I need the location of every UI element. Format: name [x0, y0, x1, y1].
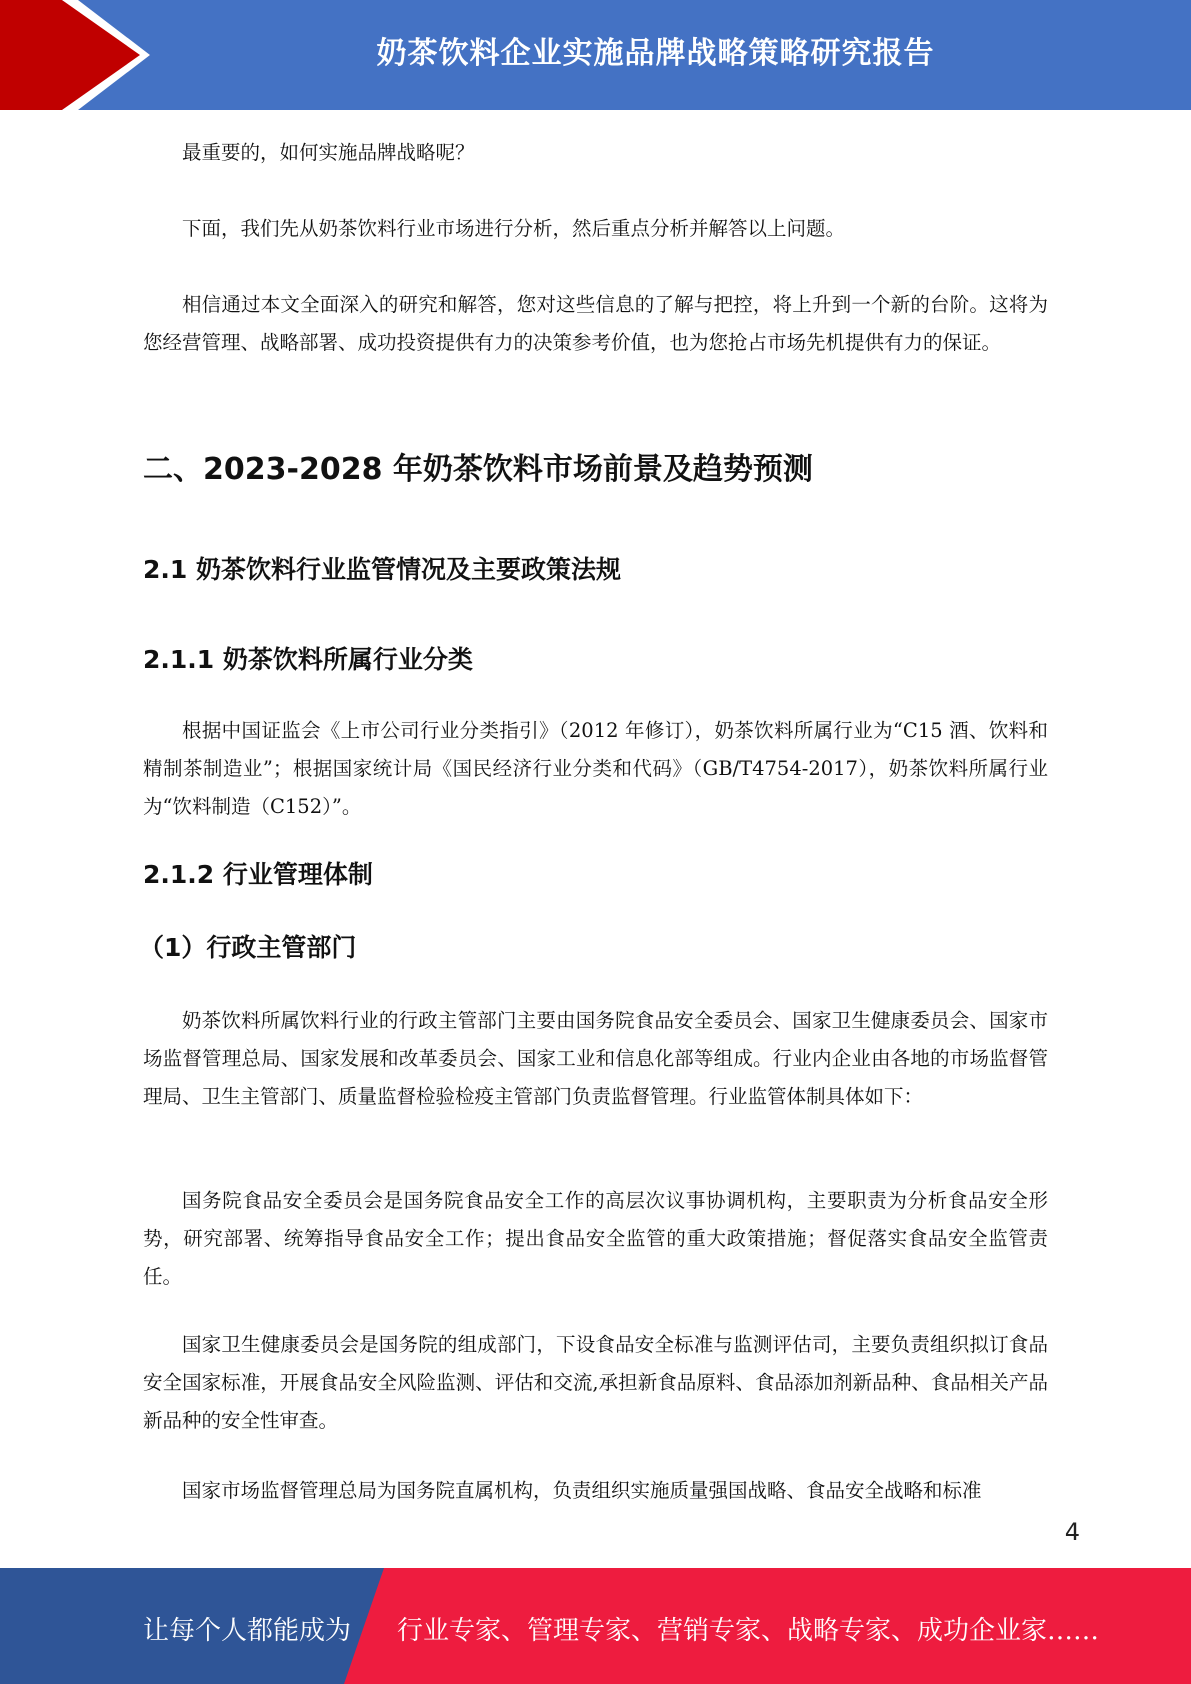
footer-banner	[0, 1568, 1191, 1684]
footer-slogan-right: 行业专家、管理专家、营销专家、战略专家、成功企业家……	[397, 1616, 1100, 1646]
header-banner	[0, 0, 1191, 110]
page-number: 4	[1064, 1518, 1080, 1546]
section-title-administrative-departments: （1）行政主管部门	[139, 933, 357, 962]
paragraph-industry-classification: 根据中国证监会《上市公司行业分类指引》（2012 年修订），奶茶饮料所属行业为“C15 酒、饮料和精制茶制造业”；根据国家统计局《国民经济行业分类和代码》（GB/T4754-2017），奶茶饮料所属行业为“饮料制造（C152）”。	[143, 719, 1048, 818]
section-title-management-system: 2.1.2 行业管理体制	[143, 860, 373, 889]
report-title: 奶茶饮料企业实施品牌战略策略研究报告	[376, 36, 935, 71]
footer-slogan-left: 让每个人都能成为	[143, 1616, 352, 1646]
paragraph-research-value: 相信通过本文全面深入的研究和解答，您对这些信息的了解与把控，将上升到一个新的台阶。这将为您经营管理、战略部署、成功投资提供有力的决策参考价值，也为您抢占市场先机提供有力的保证。	[143, 293, 1048, 354]
section-title-regulation: 2.1 奶茶饮料行业监管情况及主要政策法规	[143, 555, 621, 584]
paragraph-health-commission: 国家卫生健康委员会是国务院的组成部门，下设食品安全标准与监测评估司，主要负责组织拟订食品安全国家标准，开展食品安全风险监测、评估和交流,承担新食品原料、食品添加剂新品种、食品相关产品新品种的安全性审查。	[143, 1333, 1048, 1432]
paragraph-analysis-intro: 下面，我们先从奶茶饮料行业市场进行分析，然后重点分析并解答以上问题。	[182, 217, 846, 240]
paragraph-food-safety-committee: 国务院食品安全委员会是国务院食品安全工作的高层次议事协调机构，主要职责为分析食品安全形势，研究部署、统筹指导食品安全工作；提出食品安全监管的重大政策措施；督促落实食品安全监管责任。	[143, 1189, 1048, 1288]
paragraph-market-regulation: 国家市场监督管理总局为国务院直属机构，负责组织实施质量强国战略、食品安全战略和标准	[182, 1479, 982, 1502]
paragraph-administrative-departments: 奶茶饮料所属饮料行业的行政主管部门主要由国务院食品安全委员会、国家卫生健康委员会、国家市场监督管理总局、国家发展和改革委员会、国家工业和信息化部等组成。行业内企业由各地的市场监督管理局、卫生主管部门、质量监督检验检疫主管部门负责监督管理。行业监管体制具体如下：	[143, 1009, 1048, 1108]
section-title-market-outlook: 二、2023-2028 年奶茶饮料市场前景及趋势预测	[143, 452, 813, 487]
section-title-industry-classification: 2.1.1 奶茶饮料所属行业分类	[143, 645, 473, 674]
paragraph-how-to-implement: 最重要的，如何实施品牌战略呢？	[182, 141, 475, 164]
